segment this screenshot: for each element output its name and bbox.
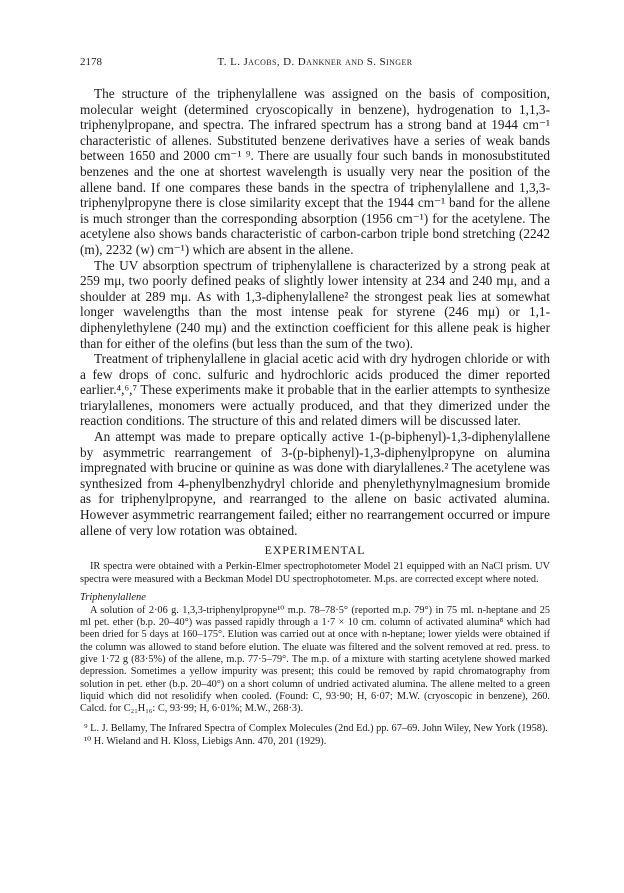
experimental-procedure: A solution of 2·06 g. 1,3,3-triphenylpropyne¹⁰ m.p. 78–78·5° (reported m.p. 79°) in 75 ml. n-heptane and 25 ml pet. ether (b.p. 20–40°) was passed rapidly through a 1·7 × 10 cm. column of activated alumina⁸ which had been dried for 5 days at 160–175°. Elution was carried out at once with n-heptane; lower yields were obtained if the column was allowed to stand before elution. The eluate was filtered and the solvent removed at red. press. to give 1·72 g (83·5%) of the allene, m.p. 77·5–79°. The m.p. of a mixture with starting acetylene showed marked depression. Sometimes a yellow impurity was present; this could be removed by rapid chromatography from solution in pet. ether (b.p. 20–40°) on a short column of undried activated alumina. The allene melted to a green liquid which did not resolidify when cooled. (Found: C, 93·90; H, 6·07; M.W. (cryoscopic in benzene), 260. Calcd. for C₂₁H₁₆: C, 93·99; H, 6·01%; M.W., 268·3). [80,604,550,715]
running-head-authors: T. L. Jacobs, D. Dankner and S. Singer [217,56,413,68]
paragraph-dimer: Treatment of triphenylallene in glacial acetic acid with dry hydrogen chloride or with a few drops of conc. sulfuric and hydrochloric acids produced the dimer reported earlier.⁴,⁶,⁷ These experiments make it probable that in the earlier attempts to synthesize triarylallenes, monomers were actually produced, and that they dimerized under the reaction conditions. The structure of this and related dimers will be discussed later. [80,351,550,429]
subheading-triphenylallene: Triphenylallene [80,591,146,603]
paragraph-asymmetric-rearrangement: An attempt was made to prepare optically active 1-(p-biphenyl)-1,3-diphenylallene by asymmetric rearrangement of 3-(p-biphenyl)-1,3-diphenylpropyne on alumina impregnated with brucine or quinine as was done with diarylallenes.² The acetylene was synthesized from 4-phenylbenzhydryl chloride and phenylethynylmagnesium bromide as for triphenylpropyne, and rearranged to the allene on basic activated alumina. However asymmetric rearrangement failed; either no rearrangement occurred or impure allene of very low rotation was obtained. [80,429,550,538]
footnote-9: ⁹ L. J. Bellamy, The Infrared Spectra of Complex Molecules (2nd Ed.) pp. 67–69. John Wiley, New York (1958). [84,723,548,735]
running-header [80,56,550,72]
paragraph-uv-spectra: The UV absorption spectrum of triphenylallene is characterized by a strong peak at 259 mμ, two poorly defined peaks of slightly lower intensity at 234 and 240 mμ, and a shoulder at 289 mμ. As with 1,3-diphenylallene² the strongest peak lies at somewhat longer wavelengths than the most intense peak for styrene (246 mμ) or 1,1-diphenylethylene (240 mμ) and the extinction coefficient for this allene peak is higher than for either of the olefins (but less than the sum of the two). [80,257,550,351]
footnote-10: ¹⁰ H. Wieland and H. Kloss, Liebigs Ann. 470, 201 (1929). [84,735,327,747]
section-heading-experimental: EXPERIMENTAL [264,543,366,558]
paragraph-ir-spectra: The structure of the triphenylallene was assigned on the basis of composition, molecular weight (determined cryoscopically in benzene), hydrogenation to 1,1,3-triphenylpropane, and spectra. The infrared spectrum has a strong band at 1944 cm⁻¹ characteristic of allenes. Substituted benzene derivatives have a series of weak bands between 1650 and 2000 cm⁻¹ ⁹. There are usually four such bands in monosubstituted benzenes and the one at shortest wavelength is usually very near the position of the allene band. If one compares these bands in the spectra of triphenylallene and 1,3,3-triphenylpropyne there is close similarity except that the 1944 cm⁻¹ band for the allene is much stronger than the corresponding absorption (1956 cm⁻¹) for the acetylene. The acetylene also shows bands characteristic of carbon-carbon triple bond stretching (2242 (m), 2232 (w) cm⁻¹) which are absent in the allene. [80,86,550,257]
article-body [80,86,550,748]
footnotes [80,723,550,748]
experimental-intro: IR spectra were obtained with a Perkin-Elmer spectrophotometer Model 21 equipped with an NaCl prism. UV spectra were measured with a Beckman Model DU spectrophotometer. M.ps. are corrected except where noted. [80,561,550,585]
page-number: 2178 [80,56,102,68]
